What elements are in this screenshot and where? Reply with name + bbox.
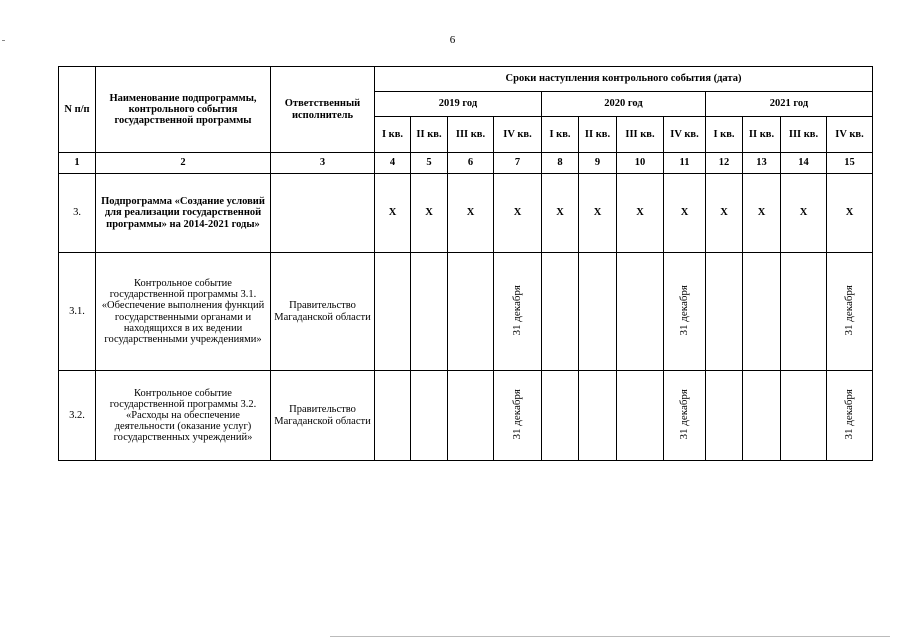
- deadline-date: 31 декабря: [677, 388, 690, 440]
- control-event-name: Контрольное событие государственной программы 3.1. «Обеспечение выполнения функций государственными органами и находящихся в их ведении государственными учреждениями»: [96, 253, 271, 371]
- deadline-cell: [494, 371, 542, 461]
- column-number: 12: [706, 153, 743, 174]
- column-number: 3: [271, 153, 375, 174]
- deadline-cell: [743, 371, 781, 461]
- deadline-date: 31 декабря: [510, 284, 523, 336]
- column-number: 4: [375, 153, 411, 174]
- deadline-cell: [411, 253, 448, 371]
- x-mark: Х: [494, 174, 542, 253]
- column-number: 15: [827, 153, 873, 174]
- deadline-cell: [743, 253, 781, 371]
- column-number: 9: [579, 153, 617, 174]
- deadline-cell: [706, 253, 743, 371]
- column-number: 10: [617, 153, 664, 174]
- table-row: [59, 174, 873, 253]
- x-mark: Х: [781, 174, 827, 253]
- header-deadlines: Сроки наступления контрольного события (дата): [375, 67, 873, 92]
- column-number: 1: [59, 153, 96, 174]
- deadline-cell: [375, 371, 411, 461]
- quarter-header: II кв.: [579, 117, 617, 153]
- deadline-cell: [664, 253, 706, 371]
- scan-artifact: [330, 636, 890, 637]
- deadline-cell: [579, 253, 617, 371]
- row-number: 3.1.: [59, 253, 96, 371]
- column-number: 5: [411, 153, 448, 174]
- header-num: N п/п: [59, 67, 96, 153]
- deadline-cell: [617, 371, 664, 461]
- page-number: 6: [449, 34, 456, 46]
- quarter-header: I кв.: [375, 117, 411, 153]
- deadline-cell: [448, 371, 494, 461]
- row-number: 3.: [59, 174, 96, 253]
- quarter-header: I кв.: [542, 117, 579, 153]
- deadline-cell: [579, 371, 617, 461]
- quarter-header: III кв.: [448, 117, 494, 153]
- year-2019: 2019 год: [375, 92, 542, 117]
- control-event-name: Контрольное событие государственной программы 3.2. «Расходы на обеспечение деятельности (оказание услуг) государственных учреждений»: [96, 371, 271, 461]
- deadline-cell: [375, 253, 411, 371]
- quarter-header: II кв.: [411, 117, 448, 153]
- responsible-executor: [271, 174, 375, 253]
- deadline-cell: [448, 253, 494, 371]
- column-number: 11: [664, 153, 706, 174]
- control-events-table: [58, 66, 873, 461]
- x-mark: Х: [827, 174, 873, 253]
- scan-artifact: [2, 40, 5, 41]
- deadline-cell: [542, 371, 579, 461]
- year-2021: 2021 год: [706, 92, 873, 117]
- quarter-header: II кв.: [743, 117, 781, 153]
- deadline-cell: [781, 371, 827, 461]
- deadline-cell: [827, 371, 873, 461]
- quarter-header: IV кв.: [494, 117, 542, 153]
- year-2020: 2020 год: [542, 92, 706, 117]
- deadline-cell: [827, 253, 873, 371]
- deadline-date: 31 декабря: [677, 284, 690, 336]
- x-mark: Х: [411, 174, 448, 253]
- deadline-cell: [706, 371, 743, 461]
- deadline-cell: [617, 253, 664, 371]
- table-row: [59, 253, 873, 371]
- deadline-date: 31 декабря: [842, 284, 855, 336]
- column-number: 14: [781, 153, 827, 174]
- column-number: 6: [448, 153, 494, 174]
- table-row: [59, 371, 873, 461]
- x-mark: Х: [617, 174, 664, 253]
- column-number-row: [59, 153, 873, 174]
- column-number: 7: [494, 153, 542, 174]
- header-name: Наименование подпрограммы, контрольного события государственной программы: [96, 67, 271, 153]
- deadline-cell: [664, 371, 706, 461]
- deadline-cell: [542, 253, 579, 371]
- responsible-executor: Правительство Магаданской области: [271, 371, 375, 461]
- x-mark: Х: [743, 174, 781, 253]
- quarter-header: I кв.: [706, 117, 743, 153]
- header-responsible: Ответственный исполнитель: [271, 67, 375, 153]
- x-mark: Х: [542, 174, 579, 253]
- quarter-header: IV кв.: [664, 117, 706, 153]
- responsible-executor: Правительство Магаданской области: [271, 253, 375, 371]
- deadline-cell: [494, 253, 542, 371]
- x-mark: Х: [579, 174, 617, 253]
- quarter-header: III кв.: [617, 117, 664, 153]
- x-mark: Х: [448, 174, 494, 253]
- column-number: 2: [96, 153, 271, 174]
- deadline-cell: [781, 253, 827, 371]
- quarter-header: IV кв.: [827, 117, 873, 153]
- quarter-header: III кв.: [781, 117, 827, 153]
- column-number: 8: [542, 153, 579, 174]
- x-mark: Х: [664, 174, 706, 253]
- deadline-date: 31 декабря: [842, 388, 855, 440]
- column-number: 13: [743, 153, 781, 174]
- row-number: 3.2.: [59, 371, 96, 461]
- x-mark: Х: [375, 174, 411, 253]
- subprogram-name: Подпрограмма «Создание условий для реализации государственной программы» на 2014-2021 годы»: [96, 174, 271, 253]
- deadline-date: 31 декабря: [510, 388, 523, 440]
- deadline-cell: [411, 371, 448, 461]
- x-mark: Х: [706, 174, 743, 253]
